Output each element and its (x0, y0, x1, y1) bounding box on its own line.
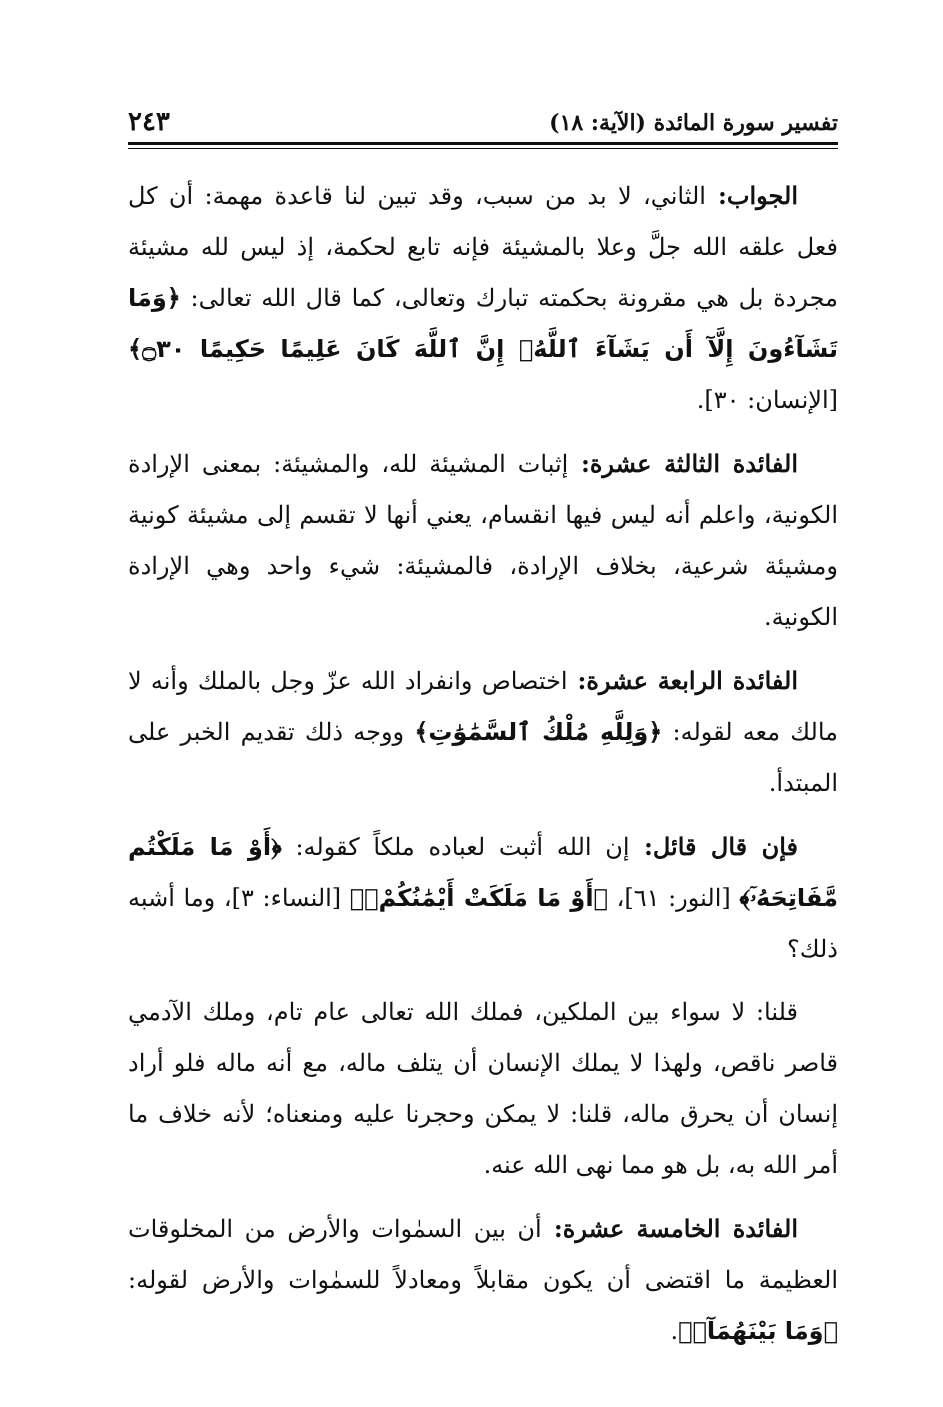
header-rule-thick (128, 142, 838, 145)
paragraph-benefit-13 (128, 438, 838, 643)
quran-verse: ﴿وَمَا تَشَآءُونَ إِلَّآ أَن يَشَآءَ ٱللَّهُۚ إِنَّ ٱللَّهَ كَانَ عَلِيمًا حَكِيمًا ۝٣٠﴾ (128, 284, 838, 363)
verse-reference: [النور: ٦١]، (607, 884, 740, 912)
quran-verse: ﴿وَلِلَّهِ مُلْكُ ٱلسَّمَٰوَٰتِ﴾ (414, 718, 663, 746)
paragraph-text: إثبات المشيئة لله، والمشيئة: بمعنى الإرادة الكونية، واعلم أنه ليس فيها انقسام، يعني أنها لا تقسم إلى مشيئة كونية ومشيئة شرعية، بخلاف الإرادة، فالمشيئة: شيء واحد وهي الإرادة الكونية. (128, 450, 838, 631)
paragraph-benefit-14 (128, 655, 838, 809)
page-number: ٢٤٣ (128, 107, 170, 137)
quran-verse: ﴿وَمَا بَيْنَهُمَآۚ﴾ (678, 1317, 838, 1345)
paragraph-tail: ووجه ذلك تقديم الخبر على المبتدأ. (128, 718, 838, 797)
paragraph-lead: فإن قال قائل: (629, 832, 799, 861)
paragraph-text: أن بين السمٰوات والأرض من المخلوقات العظيمة ما اقتضى أن يكون مقابلاً ومعادلاً للسمٰوات والأرض لقوله: (128, 1215, 838, 1294)
paragraph-answer (128, 170, 838, 426)
paragraph-tail: . (670, 1317, 679, 1345)
paragraph-text: اختصاص وانفراد الله عزّ وجل بالملك وأنه لا مالك معه لقوله: (128, 667, 838, 746)
header-rule-thin (128, 148, 838, 149)
paragraph-objection (128, 821, 838, 975)
paragraph-lead: الفائدة الخامسة عشرة: (541, 1214, 798, 1243)
quran-verse: ﴿أَوْ مَا مَلَكْتُم مَّفَاتِحَهُۥٓ﴾ (128, 833, 838, 912)
running-header (128, 98, 838, 138)
paragraph-text: قلنا: لا سواء بين الملكين، فملك الله تعالى عام تام، وملك الآدمي قاصر ناقص، ولهذا لا يملك الإنسان أن يتلف ماله، مع أنه ماله فلو أراد إنسان أن يحرق ماله، قلنا: لا يمكن وحجرنا عليه ومنعناه؛ لأنه خلاف ما أمر الله به، بل هو مما نهى الله عنه. (128, 998, 838, 1179)
paragraph-lead: الفائدة الثالثة عشرة: (568, 449, 798, 478)
paragraph-lead: الفائدة الرابعة عشرة: (567, 666, 799, 695)
header-title: تفسير سورة المائدة (الآية: ١٨) (549, 110, 838, 136)
verse-reference-2: [النساء: ٣]، وما أشبه ذلك؟ (128, 884, 838, 963)
verse-reference: [الإنسان: ٣٠]. (696, 386, 838, 414)
body-text (128, 170, 838, 1369)
paragraph-text: إن الله أثبت لعباده ملكاً كقوله: (281, 833, 630, 861)
paragraph-lead: الجواب: (705, 181, 798, 210)
paragraph-text: الثاني، لا بد من سبب، وقد تبين لنا قاعدة مهمة: أن كل فعل علقه الله جلَّ وعلا بالمشيئة فإنه تابع لحكمة، إذ ليس لله مشيئة مجردة بل هي مقرونة بحكمته تبارك وتعالى، كما قال الله تعالى: (128, 182, 838, 312)
quran-verse-2: ﴿أَوْ مَا مَلَكَتْ أَيْمَٰنُكُمْۚ﴾ (349, 884, 608, 912)
paragraph-reply (128, 987, 838, 1191)
paragraph-benefit-15 (128, 1203, 838, 1357)
